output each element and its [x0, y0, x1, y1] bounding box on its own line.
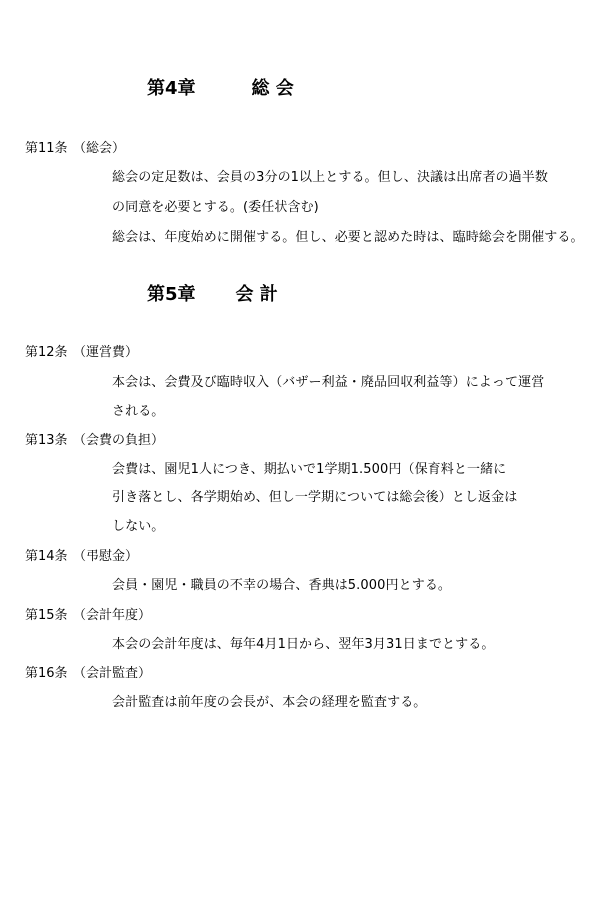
- article-11-heading: [25, 142, 125, 155]
- article-number: 第16条: [25, 666, 68, 681]
- article-11-line-3: 総会は、年度始めに開催する。但し、必要と認めた時は、臨時総会を開催する。: [112, 230, 584, 245]
- article-11-line-2: の同意を必要とする。(委任状含む): [112, 200, 319, 215]
- article-number: 第14条: [25, 549, 68, 564]
- article-13-line-3: しない。: [112, 519, 165, 534]
- article-number: 第11条: [25, 141, 68, 156]
- article-12-line-1: 本会は、会費及び臨時収入（バザー利益・廃品回収利益等）によって運営: [112, 375, 545, 390]
- chapter-number: 第5章: [147, 284, 196, 305]
- article-12-heading: [25, 346, 138, 359]
- chapter-4-heading: [147, 80, 294, 98]
- chapter-number: 第4章: [147, 78, 196, 99]
- article-number: 第12条: [25, 345, 68, 360]
- chapter-title: 総 会: [251, 78, 294, 99]
- article-title: （会計監査）: [73, 666, 152, 681]
- article-16-line-1: 会計監査は前年度の会長が、本会の経理を監査する。: [112, 695, 427, 710]
- article-title: （弔慰金）: [73, 549, 139, 564]
- article-13-line-2: 引き落とし、各学期始め、但し一学期については総会後）とし返金は: [112, 490, 518, 505]
- article-15-line-1: 本会の会計年度は、毎年4月1日から、翌年3月31日までとする。: [112, 637, 495, 652]
- article-title: （会費の負担）: [73, 433, 165, 448]
- article-13-line-1: 会費は、園児1人につき、期払いで1学期1.500円（保育料と一緒に: [112, 462, 507, 477]
- article-11-line-1: 総会の定足数は、会員の3分の1以上とする。但し、決議は出席者の過半数: [112, 170, 548, 185]
- article-title: （会計年度）: [73, 608, 152, 623]
- article-13-heading: [25, 434, 164, 447]
- article-number: 第13条: [25, 433, 68, 448]
- chapter-title: 会 計: [235, 284, 278, 305]
- chapter-5-heading: [147, 286, 278, 304]
- article-14-heading: [25, 550, 138, 563]
- article-title: （運営費）: [73, 345, 139, 360]
- article-12-line-2: される。: [112, 404, 165, 419]
- article-16-heading: [25, 667, 151, 680]
- article-number: 第15条: [25, 608, 68, 623]
- article-15-heading: [25, 609, 151, 622]
- article-title: （総会）: [73, 141, 126, 156]
- article-14-line-1: 会員・園児・職員の不幸の場合、香典は5.000円とする。: [112, 578, 452, 593]
